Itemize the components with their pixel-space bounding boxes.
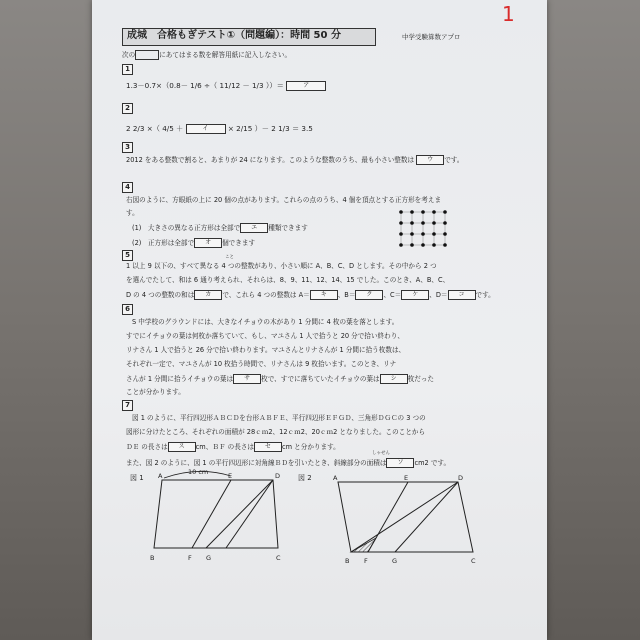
answer-box-sa: サ [233,374,261,384]
grid-dot [399,243,403,247]
page-number: 1 [502,2,515,26]
answer-box-ke: ケ [401,290,429,300]
answer-box-se: セ [254,442,282,452]
fig1-label-d: D [275,472,281,480]
question-2: 2 2/3 ×（ 4/5 ＋ イ × 2/15 ）－ 2 1/3 ＝ 3.5 [126,124,313,133]
answer-box-ko: コ [448,290,476,300]
grid-dot [432,232,436,236]
question-number-1: 1 [122,64,133,75]
grid-dot [432,243,436,247]
grid-dot [399,232,403,236]
fig1-label-f: F [188,554,192,562]
question-6-line-1: S 中学校のグラウンドには、大きなイチョウの木があり 1 分間に 4 枚の葉を落とします。 [132,318,399,326]
answer-box-u: ウ [416,155,444,165]
fig2-shaded-region [351,538,376,552]
grid-dot [410,221,414,225]
grid-dot [443,221,447,225]
fig1-line-dg [206,480,273,548]
question-number-5: 5 [122,250,133,261]
exam-sheet [92,0,547,640]
grid-dot [410,243,414,247]
question-number-4: 4 [122,182,133,193]
blank-example-box [135,50,159,60]
answer-box-ki: キ [310,290,338,300]
question-6-line-2: すでにイチョウの葉は何枚か落ちていて、もし、マユさん 1 人で拾うと 20 分で拾い終わり、 [126,332,404,340]
question-7-line-1: 図 1 のように、平行四辺形ＡＢＣＤを台形ＡＢＦＥ、平行四辺形ＥＦＧＤ、三角形ＤＧＣの 3 つの [132,414,426,422]
grid-dot [421,221,425,225]
q7-figures [128,468,513,583]
answer-box-i: イ [186,124,226,134]
fig1-line-ef [192,480,231,548]
fig1-label-b: B [150,554,155,562]
dot-grid-figure [397,208,457,253]
question-6-line-4: それぞれ一定で、マユさんが 10 枚拾う時間で、リナさんは 9 枚拾います。このとき、リナ [126,360,397,368]
ruby-koto: こと [225,255,234,260]
answer-box-a: ア [286,81,326,91]
fig2-label-a: A [333,474,338,482]
publisher-name: 中学受験算数アプロ [402,33,461,41]
question-1-expression: 1.3－0.7×（0.8－ 1/6 ÷（ 11/12 － 1/3 ））＝ [126,81,284,90]
grid-dot [443,243,447,247]
answer-box-o: オ [194,238,222,248]
instruction: 次の にあてはまる数を解答用紙に記入しなさい。 [122,51,292,59]
fig1-note: 10 cm [188,468,209,476]
question-5-line-3: D の 4 つの整数の和は カ で、これら 4 つの整数は A＝ キ 、B＝ ク 、C＝ ケ 、D＝ コ です。 [126,291,495,299]
question-7-line-4: また、図 2 のように、図 1 の平行四辺形に対角線ＢＤを引いたとき、斜線部分の面積は ソ cm2 です。 [126,459,451,467]
fig2-label-b: B [345,557,350,565]
question-5-line-1: 1 以上 9 以下の、すべて異なる 4 つの整数があり、小さい順に A、B、C、D とします。その中から 2 つ [126,262,437,270]
answer-box-so: ソ [386,458,414,468]
fig2-label-g: G [392,557,398,565]
grid-dot [421,243,425,247]
grid-dot [410,210,414,214]
fig2-label-f: F [364,557,368,565]
grid-dot [421,210,425,214]
grid-dot [410,232,414,236]
grid-dot [443,210,447,214]
question-1 [126,81,326,91]
question-4-item-1: (1) 大きさの異なる正方形は全部で エ 種類できます [132,224,308,232]
answer-box-e: エ [240,223,268,233]
question-5-line-2: を選んでたして、和は 6 通り考えられ、それらは、8、9、11、12、14、15 でした。このとき、A、B、C、 [126,276,450,284]
fig2-label-d: D [458,474,464,482]
fig2-parallelogram [338,482,473,552]
question-6-line-6: ことが分かります。 [126,388,185,396]
ruby-shasen: しゃせん [372,451,390,456]
fig2-caption: 図 2 [298,474,312,482]
question-7-line-3: ＤＥ の長さは ス cm、ＢＦ の長さは セ cm と分かります。 [126,443,340,451]
fig1-label-e: E [228,472,233,480]
grid-dot [432,210,436,214]
fig1-label-g: G [206,554,212,562]
grid-dot [399,210,403,214]
question-number-2: 2 [122,103,133,114]
question-4-line-1: 右図のように、方眼紙の上に 20 個の点があります。これらの点のうち、4 個を頂点とする正方形を考えま [126,196,442,204]
question-4-line-2: す。 [126,209,139,217]
question-7-line-2: 図形に分けたところ、それぞれの面積が 28ｃｍ2、12ｃｍ2、20ｃｍ2 となりました。このことから [126,428,426,436]
question-3: 2012 をある整数で割ると、あまりが 24 になります。このような整数のうち、最も小さい整数は ウ です。 [126,156,464,164]
grid-dot [399,221,403,225]
question-number-6: 6 [122,304,133,315]
question-number-3: 3 [122,142,133,153]
answer-box-shi: シ [380,374,408,384]
fig1-label-a: A [158,472,163,480]
fig1-label-c: C [276,554,281,562]
question-6-line-3: リナさん 1 人で拾うと 26 分で拾い終わります。マユさんとリナさんが 1 分間に拾う枚数は、 [126,346,406,354]
answer-box-ku: ク [355,290,383,300]
page-title: 成城 合格もぎテスト①（問題編）：時間 50 分 [127,30,341,41]
grid-dot [443,232,447,236]
answer-box-su: ス [168,442,196,452]
answer-box-ka: カ [194,290,222,300]
grid-dot [432,221,436,225]
fig2-label-c: C [471,557,476,565]
dot-grid-lines [399,210,447,247]
fig1-parallelogram [154,471,281,548]
question-6-line-5: さんが 1 分間に拾うイチョウの葉は サ 枚で、すでに落ちていたイチョウの葉は シ 枚だった [126,375,434,383]
fig1-caption: 図 1 [130,474,144,482]
grid-dot [421,232,425,236]
question-number-7: 7 [122,400,133,411]
fig1-line-dg2 [226,480,273,548]
question-4-item-2: (2) 正方形は全部で オ 個できます [132,239,256,247]
fig2-label-e: E [404,474,409,482]
fig2-outline [338,482,473,552]
